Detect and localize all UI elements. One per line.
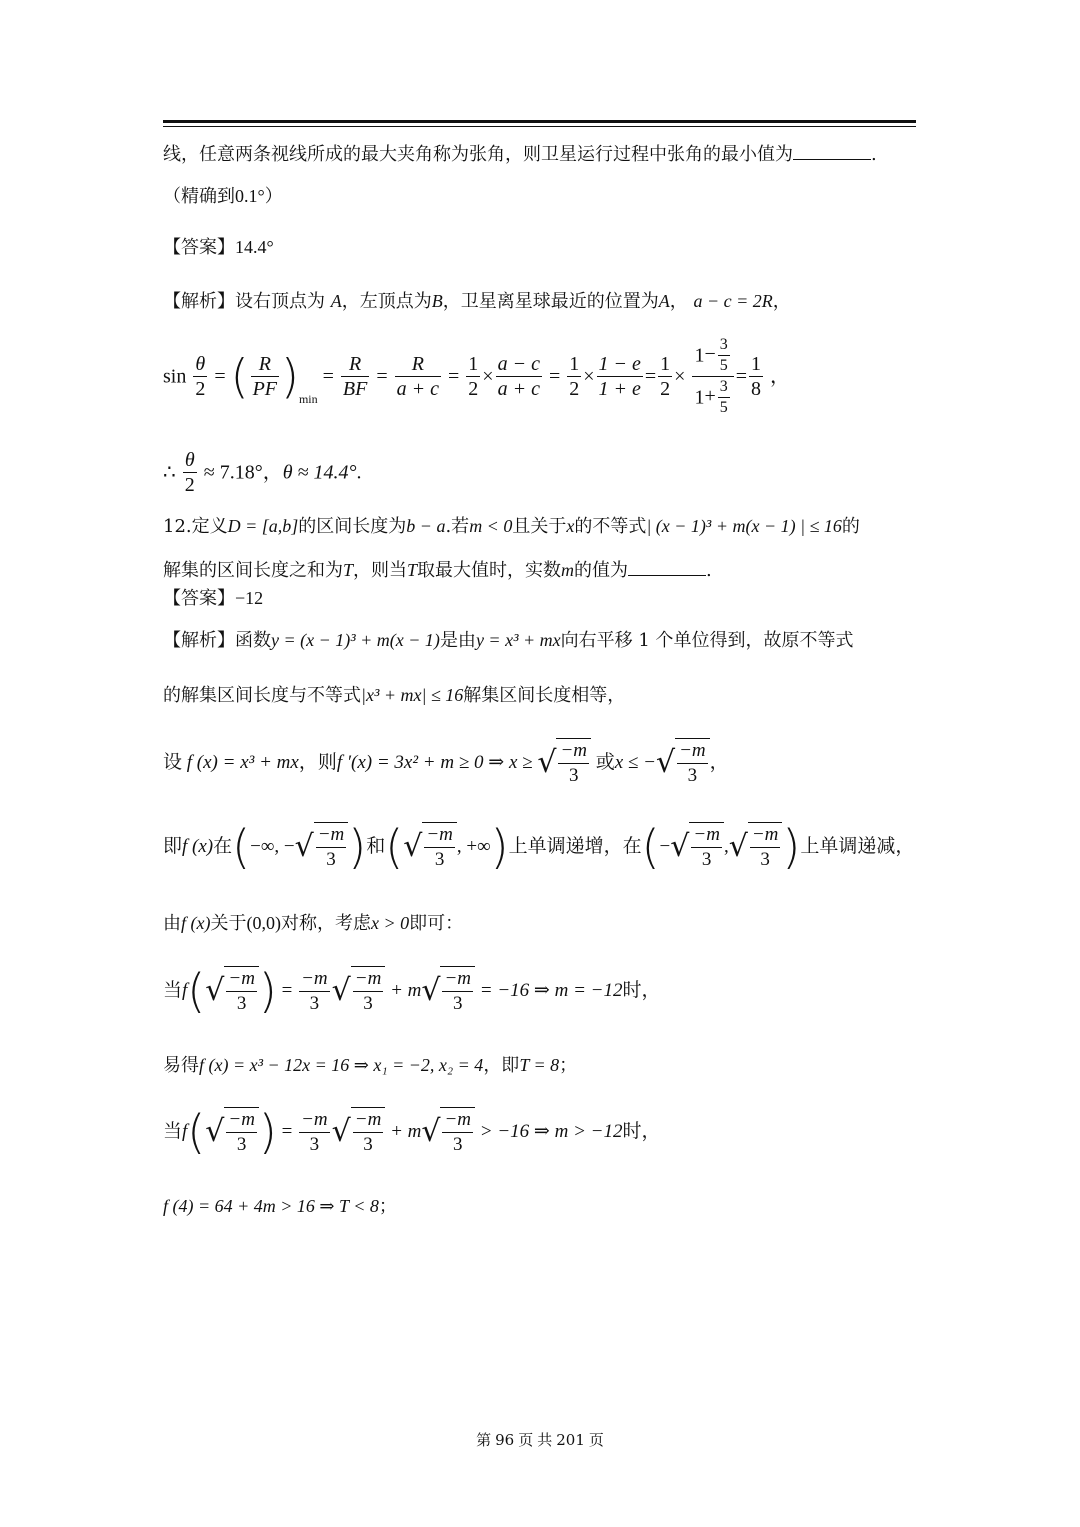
question-12-line2: 解集的区间长度之和为T，则当T取最大值时，实数m的值为 . — [163, 557, 712, 583]
formula-sin-half-angle: sin $\frac{\theta}{2}$ = ( $\frac{R}{PF}$ )$_{min}$ = $\frac{R}{BF}$ = $\frac{R}{a + c}$ = $\frac{1}{2}$ × $\frac{a - c}{a + c}$ = $\frac{1}{2}$ × $\frac{1 - e}{1 + e}$ = $\frac{1}{2}$ × 1− $\frac{3}{5}$ 1+ $\frac{3}{5}$ = $\frac{1}{8}$ ， — [163, 336, 791, 416]
solution-12-derivative: 设 f (x) = x³ + mx，则f ′(x) = 3x² + m ≥ 0 ⇒ x ≥ √ $\frac{-m}{3}$ 或x ≤ −√ $\frac{-m}{3}$ ， — [163, 740, 729, 786]
question-text: 线，任意两条视线所成的最大夹角称为张角，则卫星运行过程中张角的最小值为 — [163, 144, 793, 165]
answer-11: 【答案】14.4° — [163, 237, 274, 258]
page-number: 96 — [495, 1431, 515, 1449]
total-pages: 201 — [556, 1431, 585, 1449]
answer-12: 【答案】−12 — [163, 588, 264, 609]
precision-note: （精确到0.1°） — [163, 186, 283, 207]
header-rule-thin — [163, 126, 916, 127]
formula-theta-result: ∴ $\frac{\theta}{2}$ ≈ 7.18°，θ ≈ 14.4°. — [163, 449, 362, 496]
solution-12-line1: 【解析】函数y = (x − 1)³ + m(x − 1)是由y = x³ + mx向右平移 1 个单位得到，故原不等式 — [163, 630, 854, 651]
question-12-line1: 12.定义D = [a,b]的区间长度为b − a.若m < 0且关于x的不等式| (x − 1)³ + m(x − 1) | ≤ 16的 — [163, 516, 860, 537]
page-footer: 第 96 页 共 201 页 — [476, 1431, 604, 1449]
header-rule-thick — [163, 120, 916, 123]
solution-12-case-greater: 当f(√ $\frac{-m}{3}$ ) = $\frac{-m}{3}$ √ $\frac{-m}{3}$ + m√ $\frac{-m}{3}$ > −16 ⇒ m > −12时， — [163, 1105, 661, 1159]
answer-blank — [628, 557, 706, 576]
solution-12-roots: 易得f (x) = x³ − 12x = 16 ⇒ x₁ = −2, x₂ = 4，即T = 8； — [163, 1055, 578, 1075]
solution-12-line2: 的解集区间长度与不等式|x³ + mx| ≤ 16解集区间长度相等， — [163, 685, 626, 706]
solution-12-symmetry: 由f (x)关于(0,0)对称，考虑x > 0即可： — [163, 913, 464, 933]
nested-fraction: 1− $\frac{3}{5}$ 1+ $\frac{3}{5}$ — [692, 335, 733, 418]
solution-11-intro: 【解析】设右顶点为 A，左顶点为B，卫星离星球最近的位置为A， a − c = 2R， — [163, 291, 791, 312]
solution-12-case-equal: 当f(√ $\frac{-m}{3}$ ) = $\frac{-m}{3}$ √ $\frac{-m}{3}$ + m√ $\frac{-m}{3}$ = −16 ⇒ m = −12时， — [163, 964, 661, 1018]
solution-12-monotonic: 即f (x)在(−∞, −√ $\frac{-m}{3}$ )和(√ $\frac{-m}{3}$ , +∞)上单调递增，在(−√ $\frac{-m}{3}$ ,√ $\frac{-m}{3}$ )上单调递减， — [163, 820, 915, 874]
solution-12-conclusion: f (4) = 64 + 4m > 16 ⇒ T < 8； — [163, 1196, 397, 1216]
answer-blank — [793, 141, 871, 160]
question-11-tail: 线，任意两条视线所成的最大夹角称为张角，则卫星运行过程中张角的最小值为 . — [163, 141, 877, 167]
